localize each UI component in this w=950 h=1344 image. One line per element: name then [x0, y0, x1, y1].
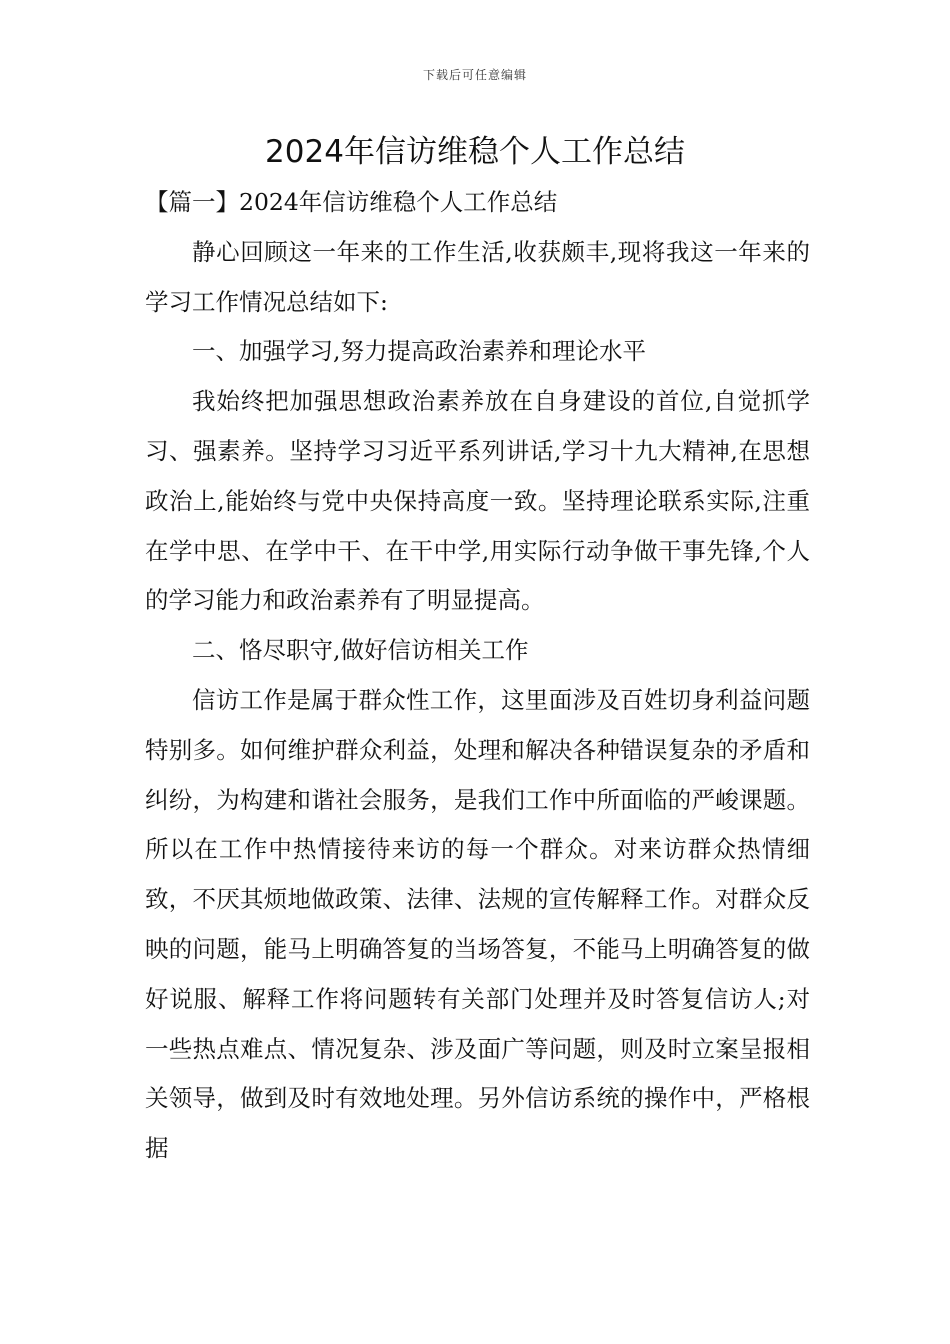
- heading-1: 一、加强学习,努力提高政治素养和理论水平: [192, 337, 646, 366]
- header-note: 下载后可任意编辑: [422, 68, 527, 82]
- document-body: [145, 178, 810, 1174]
- paragraph-1: 我始终把加强思想政治素养放在自身建设的首位,自觉抓学习、强素养。坚持学习习近平系列讲话,学习十九大精神,在思想政治上,能始终与党中央保持高度一致。坚持理论联系实际,注重在学中思、在学中干、在干中学,用实际行动争做干事先锋,个人的学习能力和政治素养有了明显提高。: [145, 387, 810, 615]
- heading-2: 二、恪尽职守,做好信访相关工作: [192, 636, 529, 665]
- document-title: 2024年信访维稳个人工作总结: [265, 134, 685, 170]
- section-label: 【篇一】2024年信访维稳个人工作总结: [145, 188, 558, 216]
- intro-paragraph: 静心回顾这一年来的工作生活,收获颇丰,现将我这一年来的学习工作情况总结如下:: [145, 237, 810, 316]
- paragraph-2: 信访工作是属于群众性工作，这里面涉及百姓切身利益问题特别多。如何维护群众利益，处理和解决各种错误复杂的矛盾和纠纷，为构建和谐社会服务，是我们工作中所面临的严峻课题。所以在工作中热情接待来访的每一个群众。对来访群众热情细致，不厌其烦地做政策、法律、法规的宣传解释工作。对群众反映的问题，能马上明确答复的当场答复，不能马上明确答复的做好说服、解释工作将问题转有关部门处理并及时答复信访人;对一些热点难点、情况复杂、涉及面广等问题，则及时立案呈报相关领导，做到及时有效地处理。另外信访系统的操作中，严格根据: [145, 685, 810, 1163]
